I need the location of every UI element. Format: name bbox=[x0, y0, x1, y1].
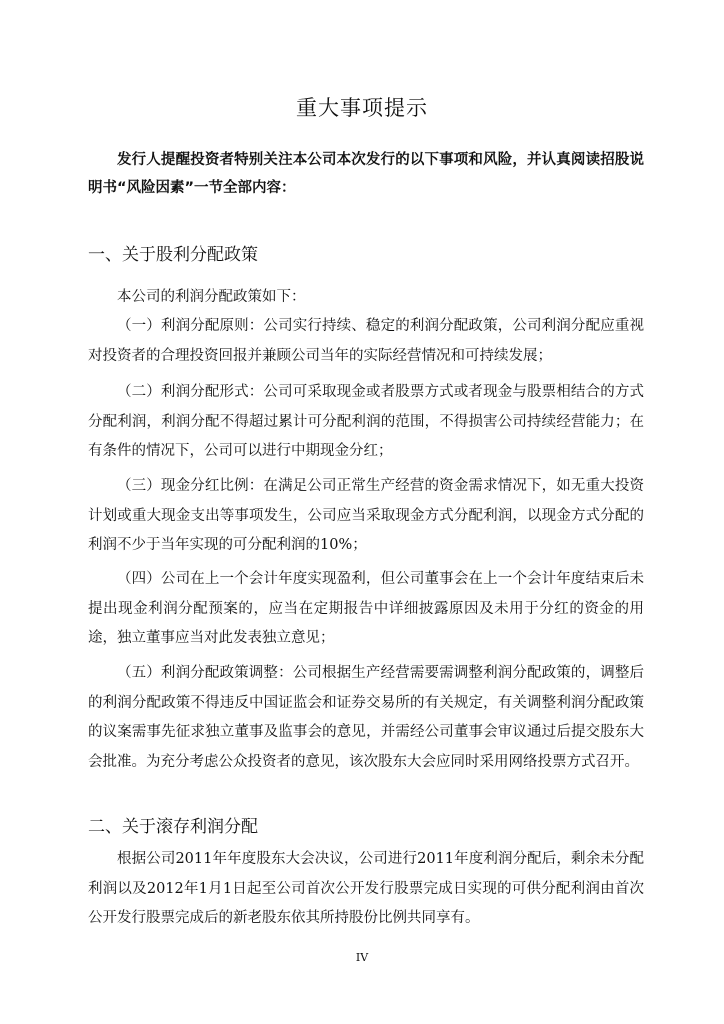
paragraph-distribution-principle: （一）利润分配原则：公司实行持续、稳定的利润分配政策，公司利润分配应重视对投资者的合理投资回报并兼顾公司当年的实际经营情况和可持续发展； bbox=[88, 318, 644, 364]
intro-paragraph: 发行人提醒投资者特别关注本公司本次发行的以下事项和风险，并认真阅读招股说明书“风险因素”一节全部内容： bbox=[88, 152, 644, 196]
paragraph-cash-dividend-ratio: （三）现金分红比例：在满足公司正常生产经营的资金需求情况下，如无重大投资计划或重大现金支出等事项发生，公司应当采取现金方式分配利润，以现金方式分配的利润不少于当年实现的可分配利润的10%； bbox=[88, 478, 644, 553]
paragraph-policy-intro: 本公司的利润分配政策如下： bbox=[117, 289, 306, 305]
paragraph-retained-profit: 根据公司2011年年度股东大会决议，公司进行2011年度利润分配后，剩余未分配利润以及2012年1月1日起至公司首次公开发行股票完成日实现的可供分配利润由首次公开发行股票完成后的新老股东依其所持股份比例共同享有。 bbox=[88, 851, 644, 926]
paragraph-policy-adjustment: （五）利润分配政策调整：公司根据生产经营需要需调整利润分配政策的，调整后的利润分配政策不得违反中国证监会和证券交易所的有关规定，有关调整利润分配政策的议案需事先征求独立董事及监事会的意见，并需经公司董事会审议通过后提交股东大会批准。为充分考虑公众投资者的意见，该次股东大会应同时采用网络投票方式召开。 bbox=[88, 665, 644, 770]
section-heading-dividend-policy: 一、关于股利分配政策 bbox=[88, 245, 258, 265]
paragraph-no-cash-plan: （四）公司在上一个会计年度实现盈利，但公司董事会在上一个会计年度结束后未提出现金利润分配预案的，应当在定期报告中详细披露原因及未用于分红的资金的用途，独立董事应当对此发表独立意见； bbox=[88, 571, 644, 646]
paragraph-distribution-form: （二）利润分配形式：公司可采取现金或者股票方式或者现金与股票相结合的方式分配利润，利润分配不得超过累计可分配利润的范围，不得损害公司持续经营能力；在有条件的情况下，公司可以进行中期现金分红； bbox=[88, 384, 644, 459]
page-number: IV bbox=[355, 951, 369, 964]
page-title: 重大事项提示 bbox=[296, 96, 428, 120]
section-heading-retained-profit: 二、关于滚存利润分配 bbox=[88, 817, 258, 837]
